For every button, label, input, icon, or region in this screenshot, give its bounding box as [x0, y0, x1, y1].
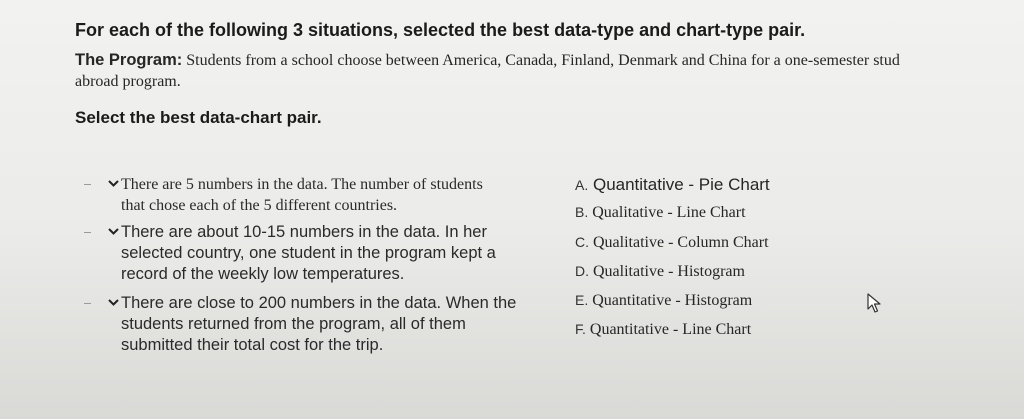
drag-handle[interactable]	[84, 303, 91, 304]
question-heading: For each of the following 3 situations, selected the best data-type and chart-type pair.	[75, 20, 806, 40]
option-letter: B.	[575, 204, 589, 220]
option-text: Quantitative - Line Chart	[589, 321, 752, 338]
option-text: Qualitative - Column Chart	[593, 234, 769, 251]
option-c	[575, 234, 769, 252]
option-letter: D.	[575, 263, 589, 279]
option-text: Qualitative - Histogram	[593, 263, 745, 280]
option-letter: E.	[575, 292, 589, 308]
option-a	[575, 175, 770, 195]
option-letter: A.	[575, 177, 589, 193]
option-text: Quantitative - Histogram	[592, 292, 753, 309]
option-b	[575, 204, 746, 222]
chevron-down-icon	[108, 299, 119, 306]
program-description	[75, 51, 900, 70]
mouse-pointer-icon	[867, 293, 881, 318]
option-letter: F.	[575, 321, 586, 337]
situation-text-line: There are about 10-15 numbers in the data. In her	[121, 223, 487, 241]
option-f	[575, 321, 751, 339]
drag-handle[interactable]	[84, 184, 91, 185]
option-text: Quantitative - Pie Chart	[592, 175, 770, 194]
situation-text-line: submitted their total cost for the trip.	[121, 336, 384, 354]
program-text: Students from a school choose between America, Canada, Finland, Denmark and China for a one-semester stud	[186, 52, 900, 69]
option-d	[575, 263, 745, 281]
drag-handle[interactable]	[84, 232, 91, 233]
situation-text-line: There are close to 200 numbers in the data. When the	[121, 294, 517, 312]
situation-text-line: students returned from the program, all of them	[121, 315, 466, 333]
situation-text-line: There are 5 numbers in the data. The number of students	[121, 176, 483, 193]
program-text-continued: abroad program.	[75, 73, 181, 90]
select-instruction: Select the best data-chart pair.	[75, 108, 322, 127]
program-label: The Program:	[75, 51, 183, 69]
answer-dropdown[interactable]	[106, 295, 120, 309]
situation-text-line: record of the weekly low temperatures.	[121, 265, 405, 283]
chevron-down-icon	[108, 228, 119, 235]
situation-text-line: selected country, one student in the program kept a	[121, 244, 496, 262]
option-e	[575, 292, 752, 310]
answer-dropdown[interactable]	[106, 224, 120, 238]
situation-text-line: that chose each of the 5 different countries.	[121, 197, 398, 214]
option-text: Qualitative - Line Chart	[592, 204, 746, 221]
chevron-down-icon	[108, 180, 119, 187]
option-letter: C.	[575, 234, 589, 250]
answer-dropdown[interactable]	[106, 176, 120, 190]
